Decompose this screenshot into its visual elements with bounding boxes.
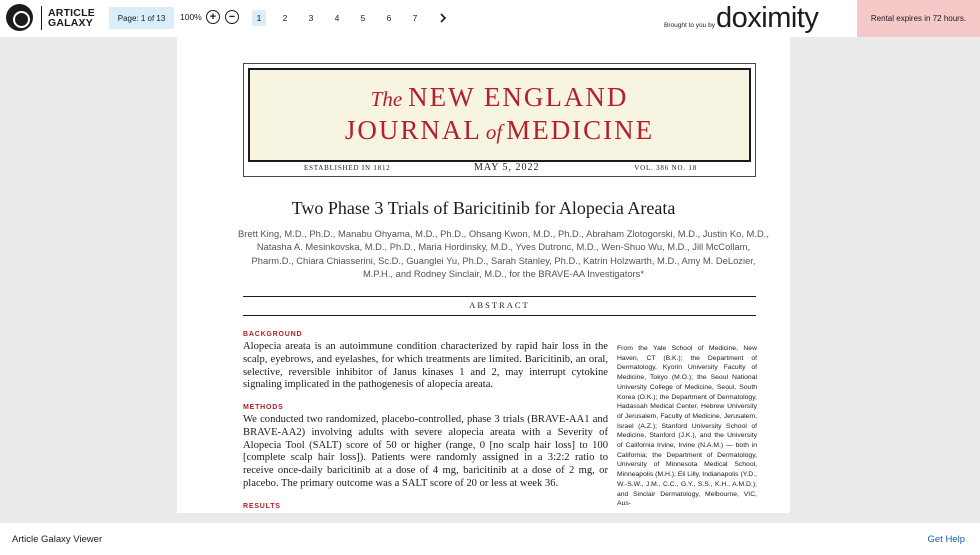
chevron-right-icon <box>439 13 447 23</box>
author-list: Brett King, M.D., Ph.D., Manabu Ohyama, M.D., Ph.D., Ohsang Kwon, M.D., Ph.D., Abraham Zlotogorski, M.D., Justin Ko, M.D., Natasha A. Mesinkovska, M.D., Ph.D., Maria Hordinsky, M.D., Yves Dutronc, M.D., Wen-Shuo Wu, M.D., Jill McCollam, Pharm.D., Chiara Chiasserini, Sc.D., Guanglei Yu, Ph.D., Sarah Stanley, Ph.D., Katrin Holzwarth, M.D., Amy M. DeLozier, M.P.H., and Rodney Sinclair, M.D., for the BRAVE-AA Investigators* <box>238 228 769 279</box>
masthead-of: of <box>485 120 503 144</box>
brand-line-1: ARTICLE <box>48 6 95 19</box>
masthead-medicine: MEDICINE <box>506 115 655 145</box>
doximity-logo[interactable]: doximity <box>716 2 819 34</box>
minus-icon: − <box>228 11 236 23</box>
background-heading: BACKGROUND <box>243 331 303 338</box>
results-heading: RESULTS <box>243 503 281 510</box>
footer-bar <box>0 523 980 555</box>
abstract-heading: ABSTRACT <box>469 300 530 310</box>
methods-text: We conducted two randomized, placebo-controlled, phase 3 trials (BRAVE-AA1 and BRAVE-AA2) involving adults with severe alopecia areata with a Severity of Alopecia Tool (SALT) score of 50 or higher (range, 0 [no scalp hair loss] to 100 [complete scalp hair loss]). Patients were randomly assigned in a 3:2:2 ratio to receive once-daily baricitinib at a dose of 4 mg, baricitinib at a dose of 2 mg, or placebo. The primary outcome was a SALT score of 20 or less at week 36. <box>243 414 608 489</box>
abstract-rule-top <box>243 296 756 297</box>
app-name: Article Galaxy Viewer <box>12 534 103 545</box>
page-link-2[interactable]: 2 <box>282 13 288 23</box>
top-toolbar <box>0 0 980 37</box>
brand-wordmark <box>48 8 95 28</box>
abstract-rule-bottom <box>243 315 756 316</box>
page-link-5[interactable]: 5 <box>360 13 366 23</box>
brought-to-you-by: Brought to you by <box>664 22 715 29</box>
background-text: Alopecia areata is an autoimmune condition characterized by rapid hair loss in the scalp, eyebrows, and eyelashes, for which treatments are limited. Baricitinib, an oral, selective, reversible inhibitor of Janus kinases 1 and 2, may interrupt cytokine signaling implicated in the pathogenesis of alopecia areata. <box>243 341 608 391</box>
volume-number: VOL. 386 NO. 18 <box>634 164 697 172</box>
masthead-meta <box>244 163 755 177</box>
masthead-journal: JOURNAL <box>344 115 482 145</box>
logo-divider <box>41 6 42 30</box>
issue-date: MAY 5, 2022 <box>474 162 540 173</box>
plus-icon: + <box>209 11 217 23</box>
zoom-in-button[interactable] <box>206 10 220 24</box>
document-page <box>177 37 790 513</box>
zoom-out-button[interactable] <box>225 10 239 24</box>
document-viewer[interactable] <box>0 37 980 523</box>
galaxy-icon <box>6 4 33 31</box>
get-help-link[interactable]: Get Help <box>927 534 965 545</box>
masthead-line-1 <box>371 82 629 114</box>
masthead-new-england: NEW ENGLAND <box>408 82 629 112</box>
affiliations-note: From the Yale School of Medicine, New Haven, CT (B.K.); the Department of Dermatology, Kyorin University Faculty of Medicine, Tokyo (M.O.); the Seoul National University College of Medicine, Seoul, South Korea (O.K.); the Department of Dermatology, Hadassah Medical Center, Hebrew University of Jerusalem, Faculty of Medicine, Jerusalem, Israel (A.Z.); Stanford University School of Medicine, Stanford (J.K.), and the University of California Irvine, Irvine (N.A.M.) — both in California; the Department of Dermatology, University of Minnesota Medical School, Minneapolis (M.H.); Eli Lilly, Indianapolis (Y.D., W.-S.W., J.M., C.C., G.Y., S.S., K.H., A.M.D.); and Sinclair Dermatology, Melbourne, VIC, Aus- <box>617 345 757 508</box>
masthead-banner <box>248 68 751 162</box>
article-title: Two Phase 3 Trials of Baricitinib for Alopecia Areata <box>291 198 676 218</box>
zoom-level: 100% <box>180 12 202 22</box>
page-indicator[interactable]: Page: 1 of 13 <box>109 7 174 29</box>
page-link-1[interactable]: 1 <box>252 10 266 26</box>
page-link-6[interactable]: 6 <box>386 13 392 23</box>
brand-line-2: GALAXY <box>48 16 93 29</box>
masthead-line-2 <box>345 114 654 148</box>
established-year: ESTABLISHED IN 1812 <box>304 164 391 172</box>
page-link-4[interactable]: 4 <box>334 13 340 23</box>
masthead-the: The <box>370 87 403 111</box>
article-galaxy-logo[interactable] <box>6 4 95 31</box>
page-link-7[interactable]: 7 <box>412 13 418 23</box>
methods-heading: METHODS <box>243 404 284 411</box>
next-page-button[interactable] <box>437 10 449 26</box>
rental-notice: Rental expires in 72 hours. <box>857 0 980 37</box>
journal-masthead <box>243 63 756 177</box>
page-link-3[interactable]: 3 <box>308 13 314 23</box>
